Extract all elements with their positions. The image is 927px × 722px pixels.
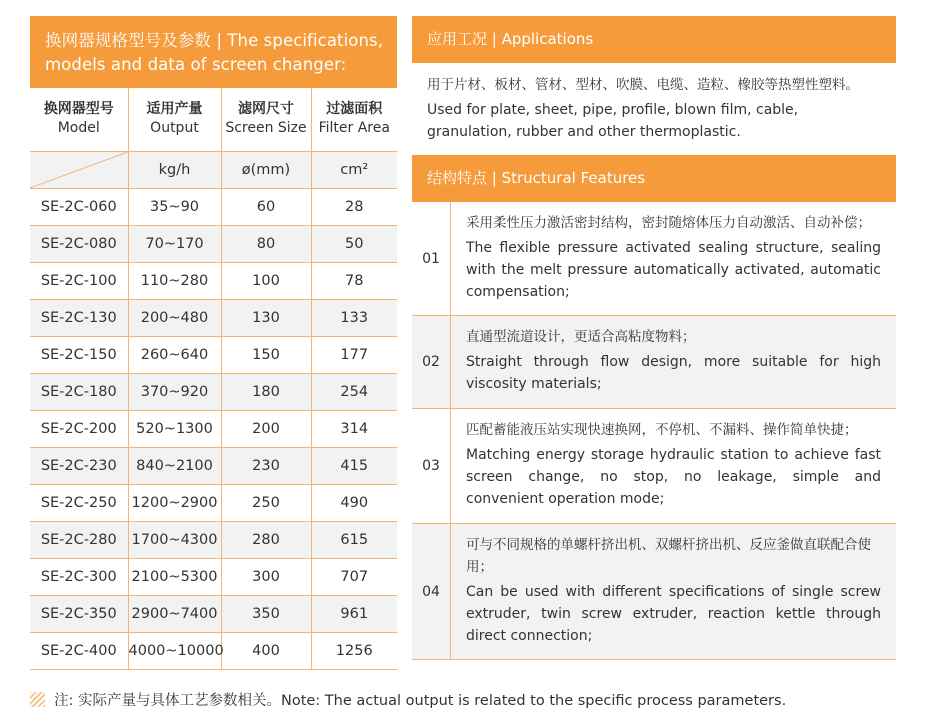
cell-output: 520~1300 xyxy=(128,410,221,447)
cell-screen-size: 250 xyxy=(221,484,311,521)
table-row xyxy=(30,188,397,225)
cell-screen-size: 200 xyxy=(221,410,311,447)
cell-output: 35~90 xyxy=(128,188,221,225)
cell-filter-area: 78 xyxy=(311,262,397,299)
table-row xyxy=(30,373,397,410)
table-row xyxy=(30,262,397,299)
table-row xyxy=(30,299,397,336)
cell-model: SE-2C-300 xyxy=(30,558,128,595)
cell-screen-size: 280 xyxy=(221,521,311,558)
cell-model: SE-2C-280 xyxy=(30,521,128,558)
cell-screen-size: 230 xyxy=(221,447,311,484)
feature-item xyxy=(412,409,896,524)
cell-screen-size: 100 xyxy=(221,262,311,299)
cell-filter-area: 28 xyxy=(311,188,397,225)
cell-model: SE-2C-060 xyxy=(30,188,128,225)
cell-screen-size: 80 xyxy=(221,225,311,262)
table-row xyxy=(30,632,397,669)
cell-filter-area: 490 xyxy=(311,484,397,521)
feature-item xyxy=(412,202,896,316)
feature-text-cn: 采用柔性压力激活密封结构，密封随熔体压力自动激活、自动补偿； xyxy=(466,215,871,231)
table-row xyxy=(30,521,397,558)
cell-model: SE-2C-150 xyxy=(30,336,128,373)
table-row xyxy=(30,595,397,632)
cell-filter-area: 314 xyxy=(311,410,397,447)
diagonal-divider xyxy=(30,151,128,188)
info-panel xyxy=(412,16,896,660)
cell-model: SE-2C-100 xyxy=(30,262,128,299)
cell-filter-area: 177 xyxy=(311,336,397,373)
cell-model: SE-2C-180 xyxy=(30,373,128,410)
cell-model: SE-2C-080 xyxy=(30,225,128,262)
feature-text-cn: 可与不同规格的单螺杆挤出机、双螺杆挤出机、反应釜做直联配合使用； xyxy=(466,537,871,575)
table-row xyxy=(30,410,397,447)
cell-model: SE-2C-400 xyxy=(30,632,128,669)
feature-number: 03 xyxy=(412,409,451,523)
feature-text-en: Matching energy storage hydraulic station to achieve fast screen change, no stop, no leakage, simple and convenient operation mode; xyxy=(466,447,881,507)
cell-model: SE-2C-230 xyxy=(30,447,128,484)
spec-table-panel xyxy=(30,16,397,670)
cell-filter-area: 415 xyxy=(311,447,397,484)
cell-screen-size: 60 xyxy=(221,188,311,225)
unit-output: kg/h xyxy=(128,151,221,188)
feature-number: 02 xyxy=(412,316,451,408)
table-row xyxy=(30,336,397,373)
cell-filter-area: 133 xyxy=(311,299,397,336)
spec-table xyxy=(30,88,397,670)
applications-text-en: Used for plate, sheet, pipe, profile, blown film, cable, granulation, rubber and other thermoplastic. xyxy=(427,102,799,140)
table-row xyxy=(30,225,397,262)
cell-model: SE-2C-350 xyxy=(30,595,128,632)
applications-body xyxy=(412,63,896,155)
cell-output: 70~170 xyxy=(128,225,221,262)
cell-output: 370~920 xyxy=(128,373,221,410)
feature-text-en: The flexible pressure activated sealing structure, sealing with the melt pressure automatically activated, automatic compensation; xyxy=(466,240,881,300)
feature-number: 04 xyxy=(412,524,451,659)
cell-output: 200~480 xyxy=(128,299,221,336)
applications-title: 应用工况 | Applications xyxy=(412,16,896,63)
cell-output: 4000~10000 xyxy=(128,632,221,669)
feature-item xyxy=(412,524,896,660)
cell-screen-size: 300 xyxy=(221,558,311,595)
cell-output: 840~2100 xyxy=(128,447,221,484)
feature-text-cn: 直通型流道设计，更适合高粘度物料； xyxy=(466,329,696,345)
header-output: 适用产量 Output xyxy=(128,88,221,151)
cell-filter-area: 615 xyxy=(311,521,397,558)
cell-model: SE-2C-200 xyxy=(30,410,128,447)
feature-text-en: Straight through flow design, more suitable for high viscosity materials; xyxy=(466,354,881,392)
cell-screen-size: 130 xyxy=(221,299,311,336)
cell-filter-area: 961 xyxy=(311,595,397,632)
footnote xyxy=(30,689,786,710)
cell-model: SE-2C-130 xyxy=(30,299,128,336)
cell-output: 2100~5300 xyxy=(128,558,221,595)
feature-text-en: Can be used with different specifications of single screw extruder, twin screw extruder, reaction kettle through direct connection; xyxy=(466,584,881,644)
feature-text-cn: 匹配蓄能液压站实现快速换网，不停机、不漏料、操作简单快捷； xyxy=(466,422,858,438)
header-screen-size: 滤网尺寸 Screen Size xyxy=(221,88,311,151)
feature-item xyxy=(412,316,896,409)
table-row xyxy=(30,447,397,484)
cell-filter-area: 254 xyxy=(311,373,397,410)
table-row xyxy=(30,484,397,521)
cell-filter-area: 50 xyxy=(311,225,397,262)
units-row xyxy=(30,151,397,188)
cell-filter-area: 1256 xyxy=(311,632,397,669)
cell-output: 1200~2900 xyxy=(128,484,221,521)
table-header-row xyxy=(30,88,397,151)
cell-model: SE-2C-250 xyxy=(30,484,128,521)
footnote-text: 注: 实际产量与具体工艺参数相关。Note: The actual output is related to the specific process parameters. xyxy=(54,693,787,709)
unit-filter-area: cm² xyxy=(311,151,397,188)
cell-filter-area: 707 xyxy=(311,558,397,595)
hatch-icon xyxy=(30,692,45,707)
cell-output: 1700~4300 xyxy=(128,521,221,558)
feature-number: 01 xyxy=(412,202,451,315)
cell-output: 2900~7400 xyxy=(128,595,221,632)
applications-text-cn: 用于片材、板材、管材、型材、吹膜、电缆、造粒、橡胶等热塑性塑料。 xyxy=(427,77,859,93)
cell-output: 260~640 xyxy=(128,336,221,373)
cell-screen-size: 180 xyxy=(221,373,311,410)
cell-screen-size: 150 xyxy=(221,336,311,373)
cell-output: 110~280 xyxy=(128,262,221,299)
unit-screen-size: ø(mm) xyxy=(221,151,311,188)
cell-screen-size: 400 xyxy=(221,632,311,669)
cell-screen-size: 350 xyxy=(221,595,311,632)
header-model: 换网器型号 Model xyxy=(30,88,128,151)
features-title: 结构特点 | Structural Features xyxy=(412,155,896,202)
header-filter-area: 过滤面积 Filter Area xyxy=(311,88,397,151)
spec-table-title: 换网器规格型号及参数 | The specifications, models and data of screen changer: xyxy=(30,16,397,88)
features-list xyxy=(412,202,896,660)
table-row xyxy=(30,558,397,595)
